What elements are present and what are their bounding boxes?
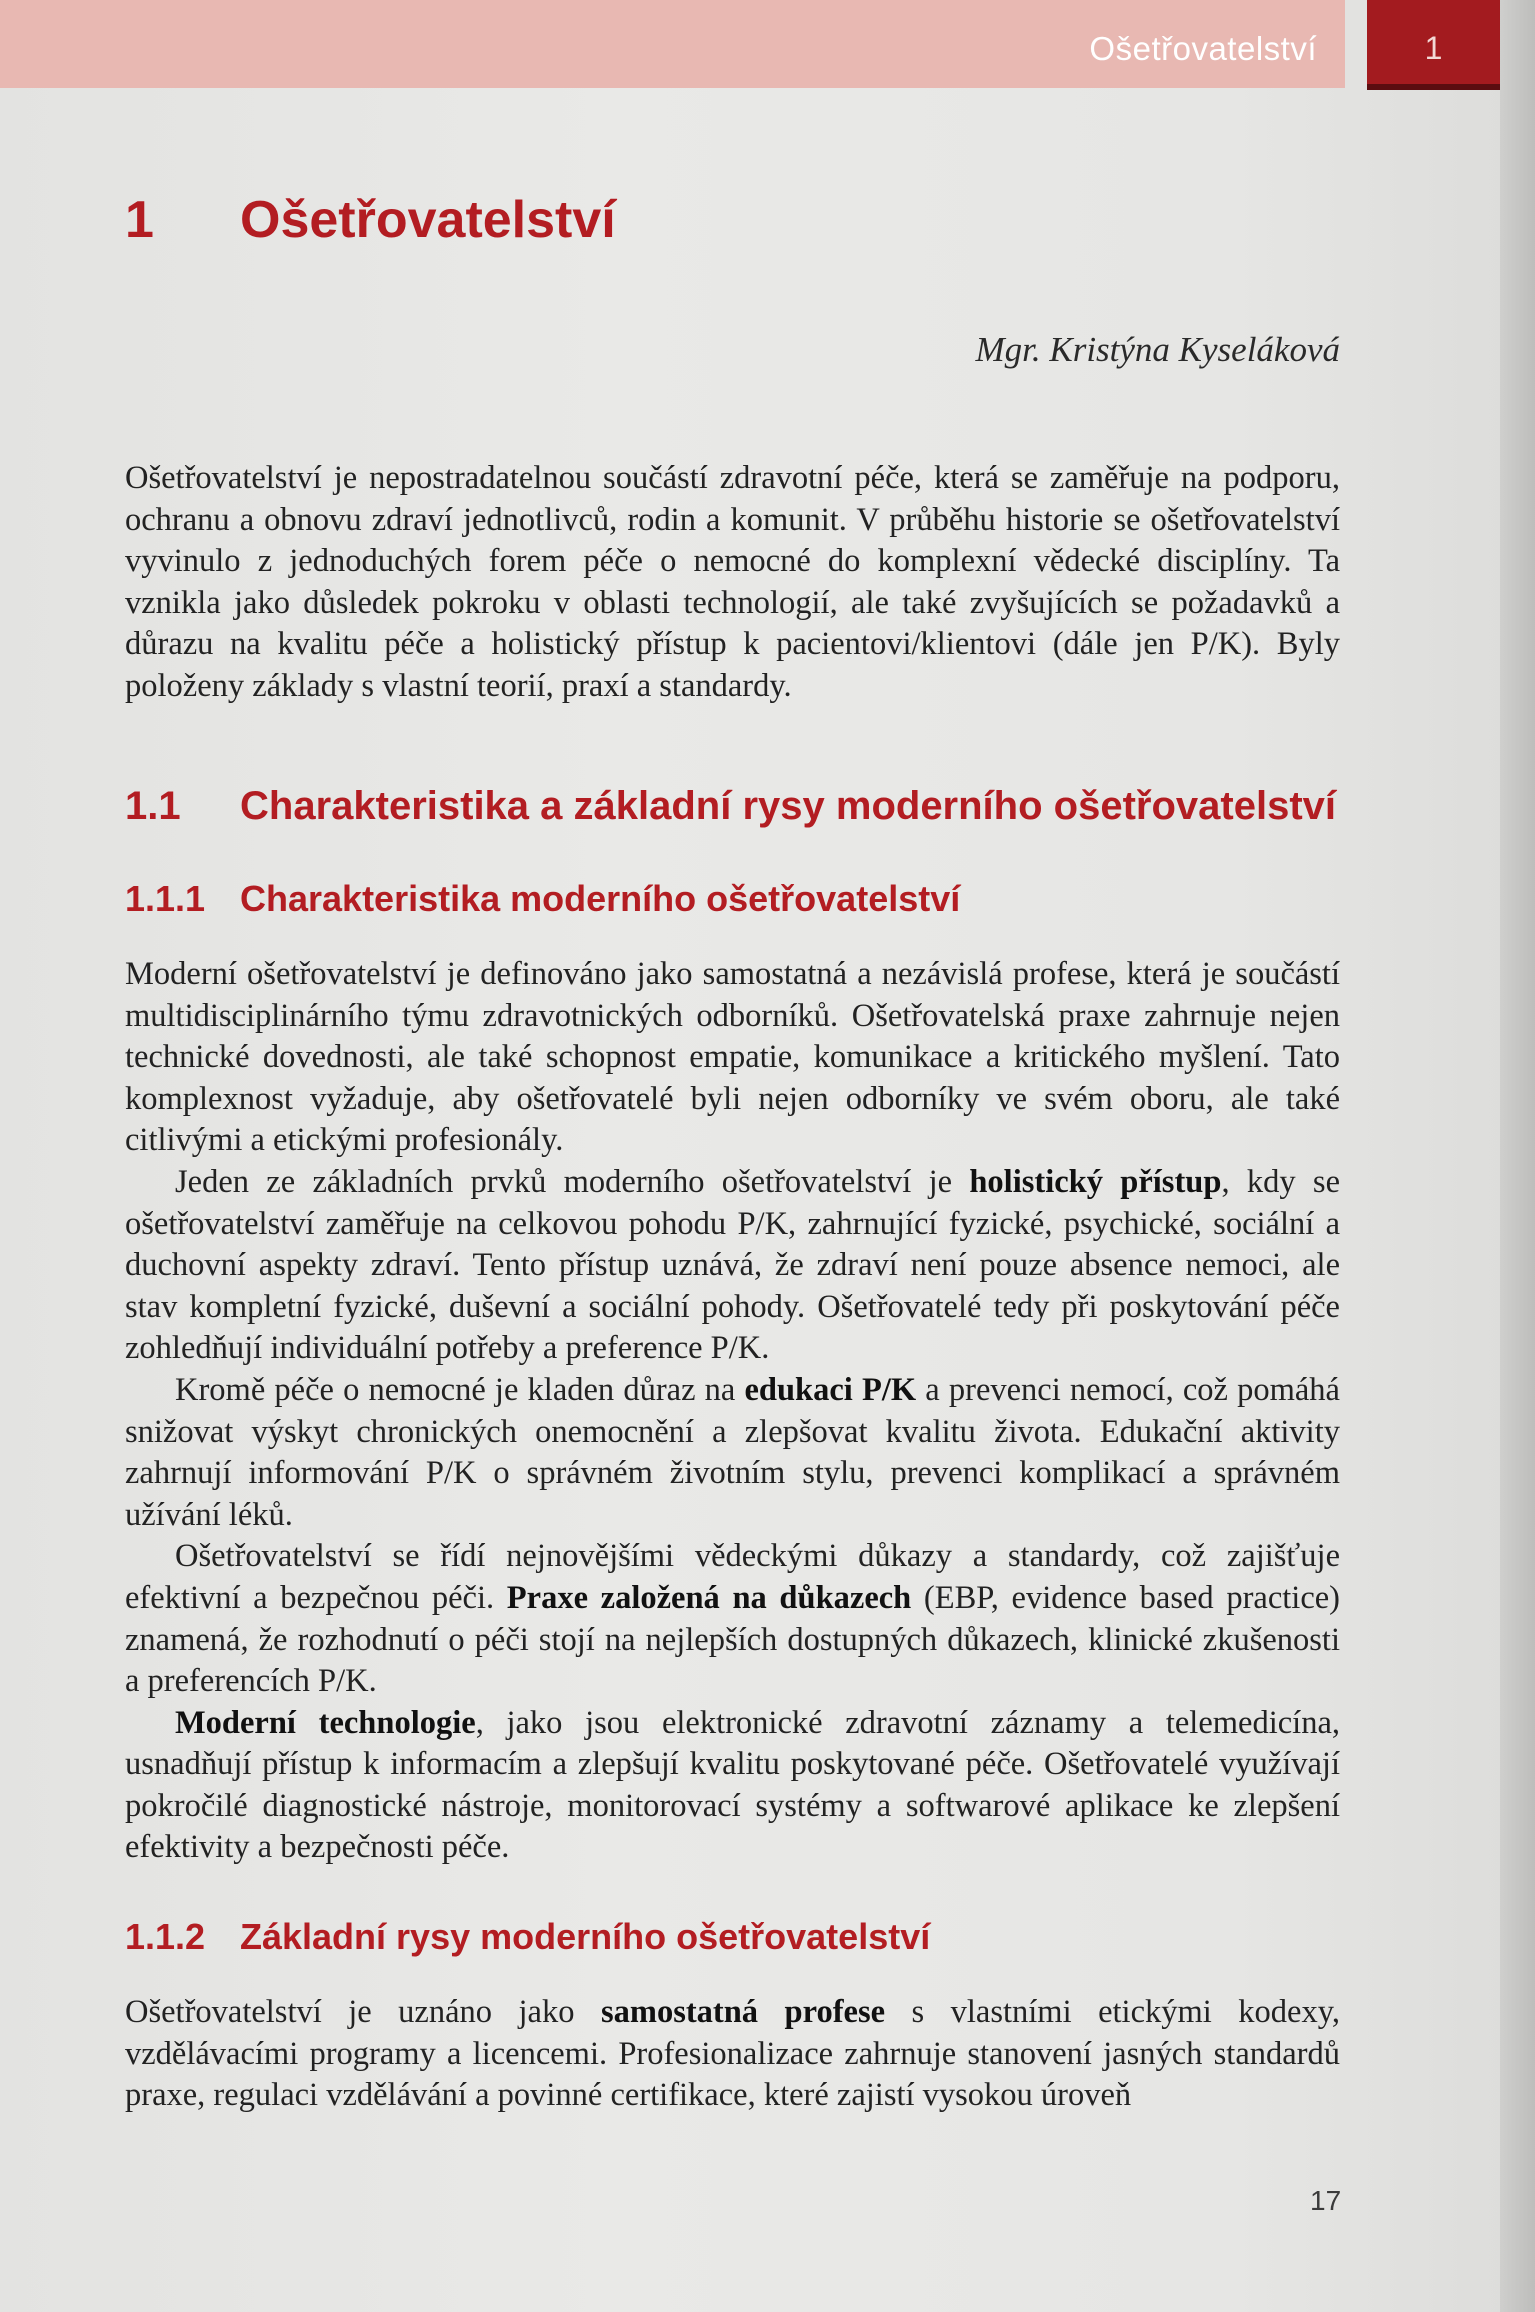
chapter-title: Ošetřovatelství bbox=[240, 191, 616, 249]
paragraph-text: Kromě péče o nemocné je kladen důraz na bbox=[175, 1371, 745, 1408]
body-paragraph bbox=[125, 1992, 1340, 2117]
paragraph-text: a prevenci nemocí, což pomáhá snižovat výskyt chronických onemocnění a zlepšovat kvalitu života. Edukační aktivity zahrnují informování P/K o správném životním stylu, prevenci komplikací a správném užívání léků. bbox=[125, 1371, 1340, 1533]
subsection-number: 1.1.1 bbox=[125, 878, 206, 919]
section-number: 1.1 bbox=[125, 784, 181, 828]
emphasis-term: samostatná profese bbox=[600, 1994, 886, 2030]
subsection-number: 1.1.2 bbox=[125, 1916, 206, 1957]
paragraph-text: s vlastními etickými kodexy, vzdělávacími programy a licencemi. Profesionalizace zahrnuje stanovení jasných standardů praxe, regulaci vzdělávání a povinné certifikace, které zajistí vysokou úroveň bbox=[125, 1994, 1340, 2114]
paragraph-text: Ošetřovatelství se řídí nejnovějšími vědeckými důkazy a standardy, což zajišťuje efektivní a bezpečnou péči. bbox=[125, 1538, 1340, 1616]
paragraph-text: (EBP, evidence based practice) znamená, že rozhodnutí o péči stojí na nejlepších dostupných důkazech, klinické zkušenosti a preferencích P/K. bbox=[125, 1579, 1340, 1700]
intro-paragraph: Ošetřovatelství je nepostradatelnou součástí zdravotní péče, která se zaměřuje na podporu, ochranu a obnovu zdraví jednotlivců, rodin a komunit. V průběhu historie se ošetřovatelství vyvinulo z jednoduchých forem péče o nemocné do komplexní vědecké disciplíny. Ta vznikla jako důsledek pokroku v oblasti technologií, ale také zvyšujících se požadavků a důrazu na kvalitu péče a holistický přístup k pacientovi/klientovi (dále jen P/K). Byly položeny základy s vlastní teorií, praxí a standardy. bbox=[125, 460, 1340, 704]
page-edge-shadow bbox=[1500, 0, 1535, 2312]
emphasis-term: holistický přístup bbox=[969, 1163, 1222, 1200]
section-1-1-1-body bbox=[125, 954, 1340, 1869]
paragraph-text: Jeden ze základních prvků moderního ošetřovatelství je bbox=[175, 1163, 970, 1200]
subsection-title: Základní rysy moderního ošetřovatelství bbox=[240, 1916, 931, 1957]
body-paragraph: Moderní ošetřovatelství je definováno jako samostatná a nezávislá profese, která je součástí multidisciplinárního týmu zdravotnických odborníků. Ošetřovatelská praxe zahrnuje nejen technické dovednosti, ale také schopnost empatie, komunikace a kritického myšlení. Tato komplexnost vyžaduje, aby ošetřovatelé byli nejen odborníky ve svém oboru, ale také citlivými a etickými profesionály. bbox=[125, 956, 1340, 1159]
section-title: Charakteristika a základní rysy moderního ošetřovatelství bbox=[240, 784, 1336, 828]
emphasis-term: edukaci P/K bbox=[744, 1371, 917, 1408]
body-paragraph bbox=[125, 1162, 1340, 1370]
section-1-1-2-body bbox=[125, 1992, 1340, 2117]
chapter-tab-number: 1 bbox=[1424, 30, 1443, 66]
page-number: 17 bbox=[1310, 2185, 1342, 2216]
emphasis-term: Moderní technologie bbox=[175, 1704, 476, 1741]
subsection-title: Charakteristika moderního ošetřovatelství bbox=[240, 878, 961, 919]
paragraph-text: , jako jsou elektronické zdravotní záznamy a telemedicína, usnadňují přístup k informacím a zlepšují kvalitu poskytované péče. Ošetřovatelé využívají pokročilé diagnostické nástroje, monitorovací systémy a softwarové aplikace ke zlepšení efektivity a bezpečnosti péče. bbox=[125, 1704, 1341, 1866]
body-paragraph bbox=[125, 1536, 1340, 1702]
chapter-tab bbox=[1367, 0, 1500, 90]
paragraph-text: Ošetřovatelství je uznáno jako bbox=[125, 1994, 601, 2030]
running-header-title: Ošetřovatelství bbox=[1089, 30, 1317, 67]
intro-paragraph-block bbox=[125, 458, 1340, 708]
emphasis-term: Praxe založená na důkazech bbox=[506, 1579, 912, 1616]
chapter-number: 1 bbox=[125, 191, 154, 249]
body-paragraph bbox=[125, 1703, 1340, 1869]
running-header bbox=[0, 0, 1345, 88]
paragraph-text: , kdy se ošetřovatelství zaměřuje na celkovou pohodu P/K, zahrnující fyzické, psychické, sociální a duchovní aspekty zdraví. Tento přístup uznává, že zdraví není pouze absence nemoci, ale stav kompletní fyzické, duševní a sociální pohody. Ošetřovatelé tedy při poskytování péče zohledňují individuální potřeby a preference P/K. bbox=[125, 1163, 1340, 1367]
author-name: Mgr. Kristýna Kyseláková bbox=[975, 330, 1340, 369]
body-paragraph bbox=[125, 1370, 1340, 1536]
